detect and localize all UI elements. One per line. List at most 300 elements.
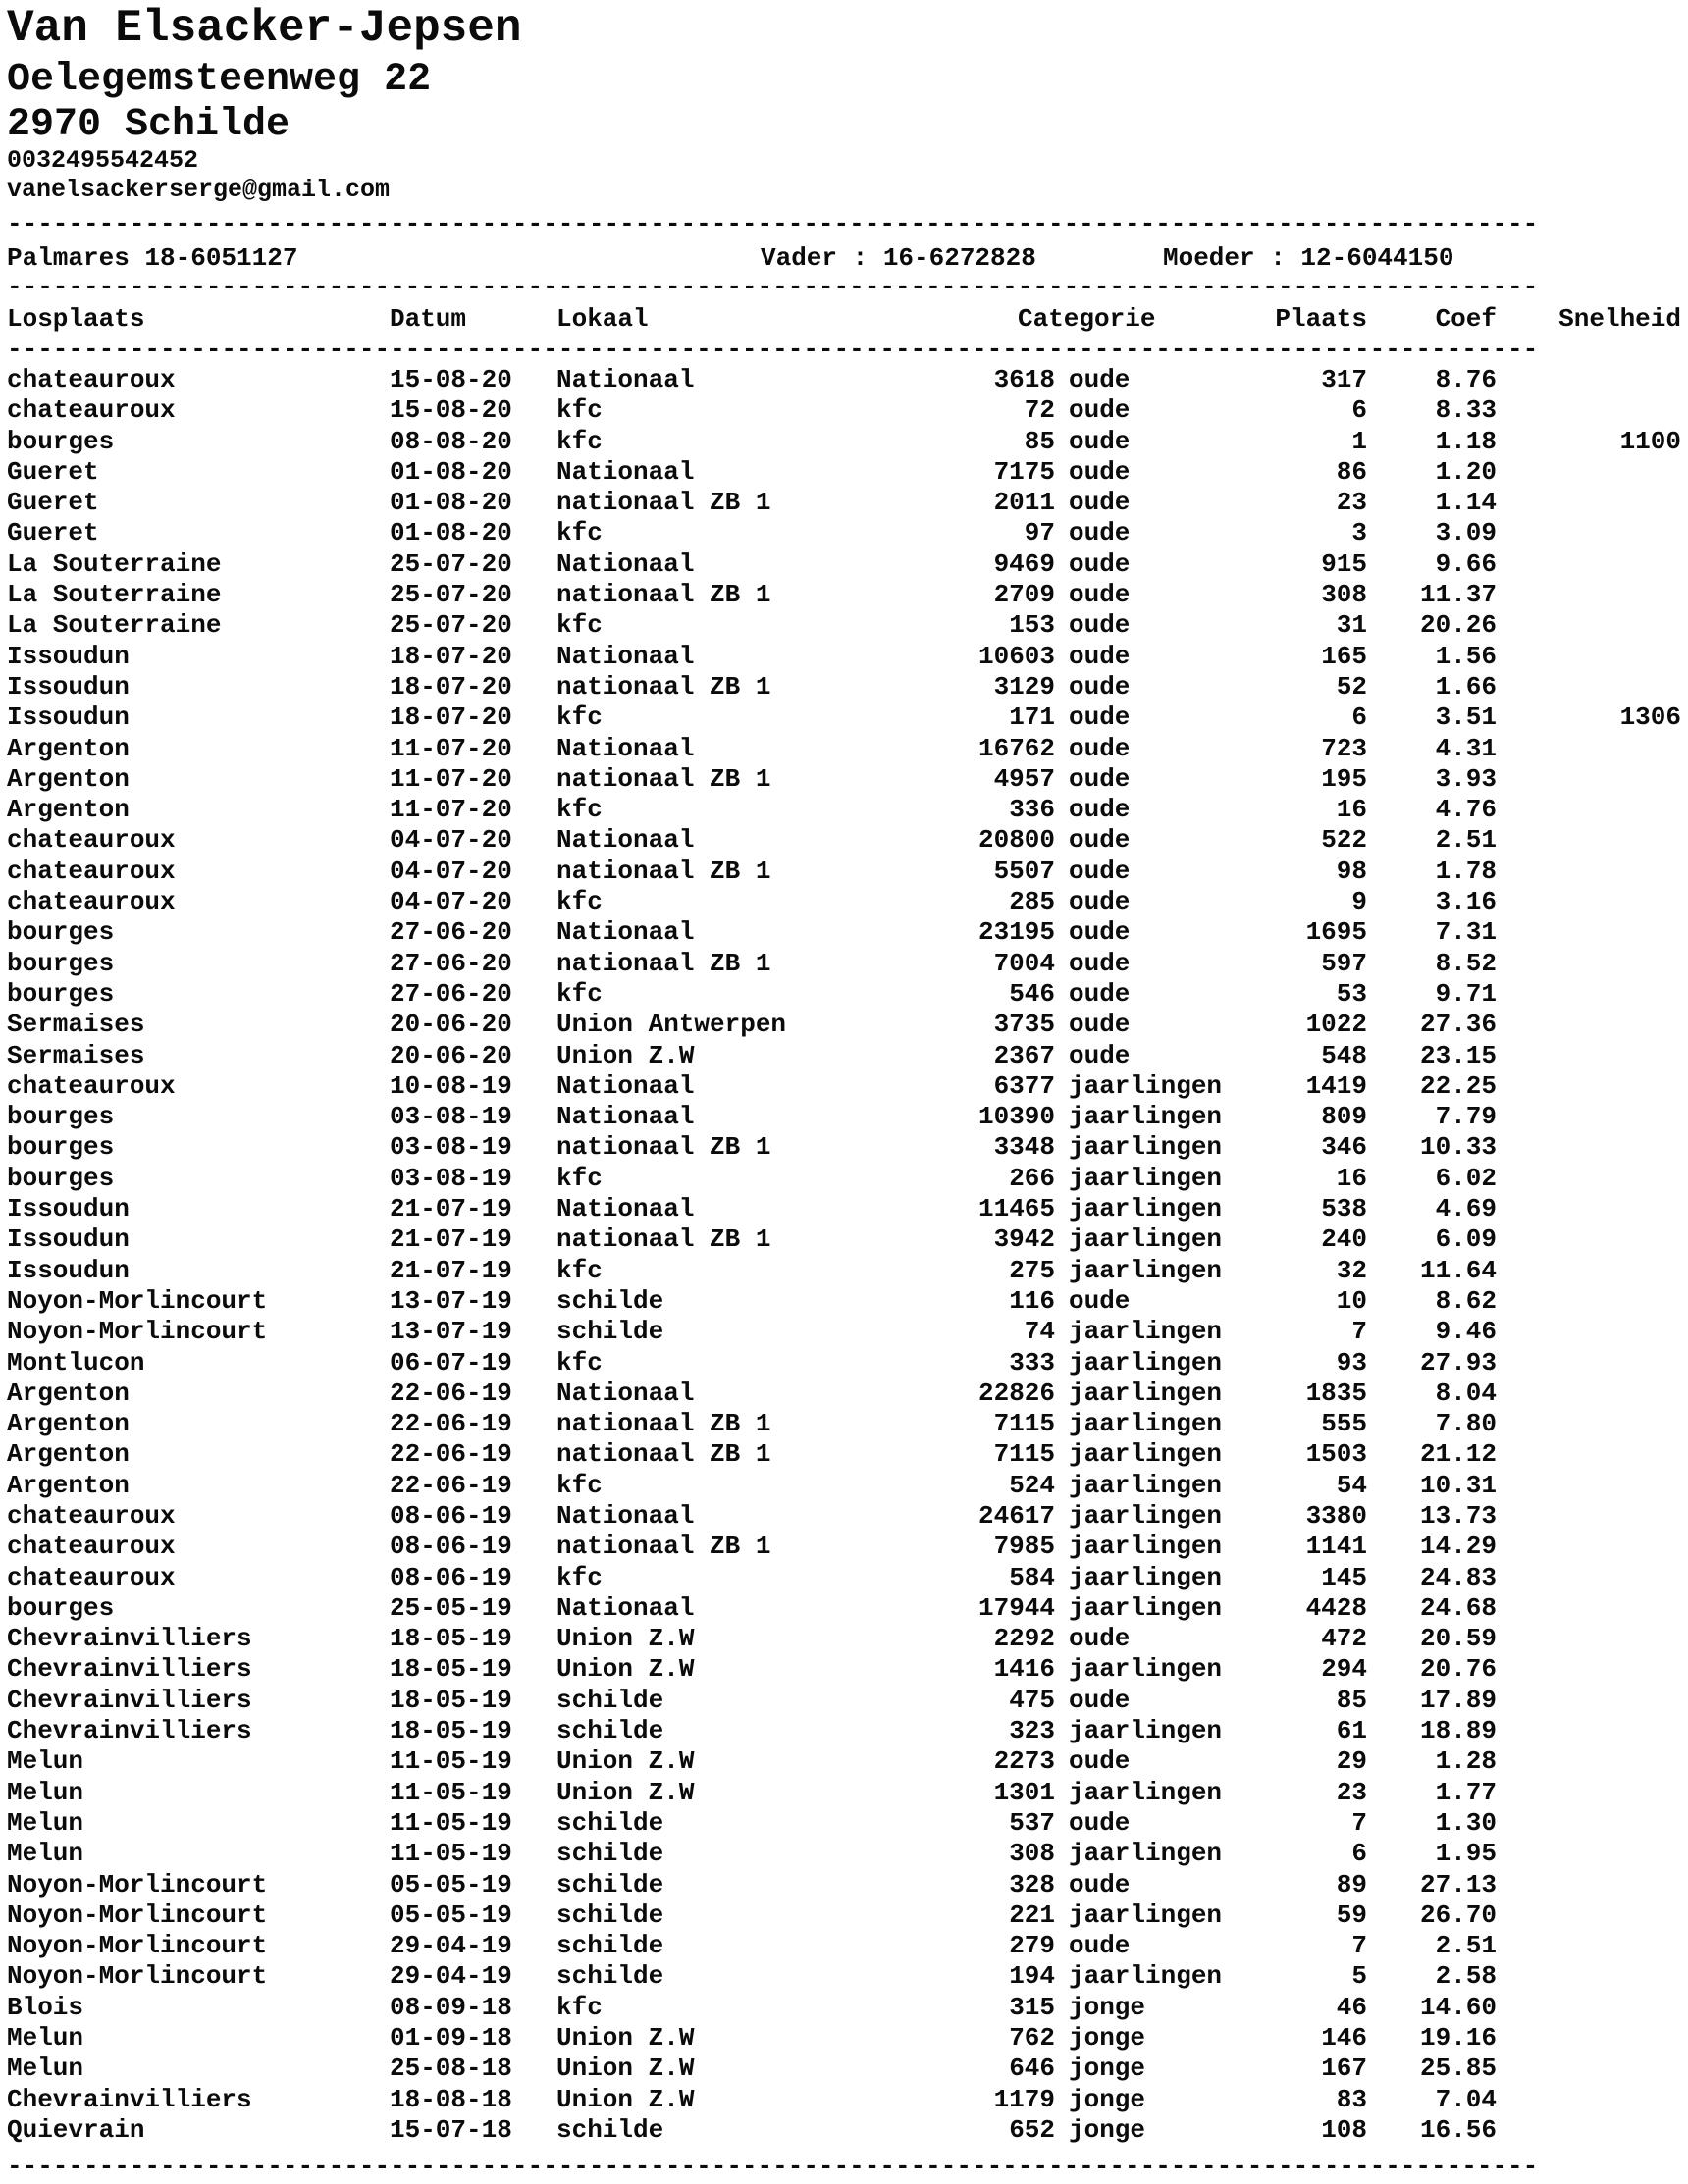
cell-deelnemers: 6377: [993, 1070, 1055, 1101]
cell-deelnemers: 537: [1009, 1807, 1055, 1838]
cell-coef: 16.56: [1419, 2114, 1497, 2145]
cell-plaats: 1503: [1305, 1439, 1367, 1470]
cell-datum: 05-05-19: [390, 1899, 512, 1930]
dashed-divider: ----------------------------------------------------------------------------------------------------: [7, 277, 1539, 296]
cell-plaats: 472: [1321, 1624, 1367, 1654]
table-row: [7, 979, 1681, 1010]
cell-lokaal: kfc: [556, 426, 603, 456]
table-row: [7, 2115, 1681, 2146]
table-row: [7, 1317, 1681, 1347]
cell-plaats: 85: [1336, 1685, 1367, 1715]
cell-datum: 04-07-20: [390, 887, 512, 917]
cell-datum: 22-06-19: [390, 1470, 512, 1500]
cell-deelnemers: 1301: [993, 1777, 1055, 1807]
cell-categorie: oude: [1069, 1285, 1131, 1316]
cell-lokaal: Union Z.W: [556, 1654, 695, 1685]
table-row: [7, 1041, 1681, 1071]
cell-lokaal: nationaal ZB 1: [556, 1409, 771, 1439]
table-row: [7, 1563, 1681, 1593]
cell-coef: 6.02: [1435, 1163, 1497, 1193]
cell-categorie: oude: [1069, 1624, 1131, 1654]
cell-deelnemers: 1179: [993, 2084, 1055, 2114]
table-header: [7, 304, 1681, 335]
cell-datum: 11-05-19: [390, 1839, 512, 1869]
cell-plaats: 31: [1336, 610, 1367, 641]
cell-plaats: 1419: [1305, 1070, 1367, 1101]
cell-plaats: 5: [1351, 1961, 1367, 1992]
cell-plaats: 915: [1321, 548, 1367, 579]
cell-lokaal: kfc: [556, 1347, 603, 1378]
cell-deelnemers: 2709: [993, 580, 1055, 610]
cell-datum: 18-07-20: [390, 702, 512, 733]
cell-lokaal: kfc: [556, 1470, 603, 1500]
cell-deelnemers: 7115: [993, 1409, 1055, 1439]
table-row: [7, 1471, 1681, 1501]
cell-datum: 15-08-20: [390, 365, 512, 394]
cell-losplaats: chateauroux: [7, 395, 176, 426]
cell-datum: 22-06-19: [390, 1439, 512, 1470]
table-row: [7, 365, 1681, 395]
table-row: [7, 1778, 1681, 1808]
cell-lokaal: Nationaal: [556, 825, 695, 856]
cell-coef: 7.31: [1435, 917, 1497, 948]
cell-lokaal: Nationaal: [556, 1500, 695, 1531]
cell-losplaats: Gueret: [7, 488, 99, 518]
cell-categorie: oude: [1069, 488, 1131, 518]
cell-coef: 1.66: [1435, 671, 1497, 702]
cell-plaats: 9: [1351, 887, 1367, 917]
cell-plaats: 317: [1321, 365, 1367, 394]
cell-datum: 11-07-20: [390, 795, 512, 825]
table-row: [7, 1378, 1681, 1409]
table-row: [7, 1624, 1681, 1654]
cell-categorie: oude: [1069, 518, 1131, 548]
table-row: [7, 1900, 1681, 1931]
table-row: [7, 395, 1681, 426]
cell-coef: 8.52: [1435, 948, 1497, 978]
header-coef: Coef: [1435, 304, 1497, 334]
cell-datum: 11-07-20: [390, 763, 512, 794]
table-row: [7, 949, 1681, 979]
table-row: [7, 764, 1681, 795]
cell-categorie: oude: [1069, 917, 1131, 948]
cell-deelnemers: 22826: [977, 1378, 1055, 1408]
table-row: [7, 857, 1681, 887]
cell-lokaal: schilde: [556, 1899, 664, 1930]
cell-categorie: oude: [1069, 1040, 1131, 1070]
cell-lokaal: kfc: [556, 1255, 603, 1285]
cell-deelnemers: 308: [1009, 1839, 1055, 1869]
cell-deelnemers: 7115: [993, 1439, 1055, 1470]
table-row: [7, 1746, 1681, 1777]
cell-snelheid: 1306: [1619, 702, 1681, 733]
cell-coef: 8.04: [1435, 1378, 1497, 1408]
cell-datum: 08-08-20: [390, 426, 512, 456]
cell-datum: 27-06-20: [390, 917, 512, 948]
table-row: [7, 2054, 1681, 2084]
cell-categorie: oude: [1069, 1931, 1131, 1961]
cell-plaats: 723: [1321, 733, 1367, 763]
cell-lokaal: Nationaal: [556, 733, 695, 763]
palmares-ring: Palmares 18-6051127: [7, 243, 298, 273]
table-row: [7, 642, 1681, 672]
cell-lokaal: Nationaal: [556, 1102, 695, 1132]
table-row: [7, 549, 1681, 580]
cell-plaats: 23: [1336, 488, 1367, 518]
cell-plaats: 1022: [1305, 1010, 1367, 1040]
cell-plaats: 6: [1351, 1839, 1367, 1869]
cell-deelnemers: 10390: [977, 1102, 1055, 1132]
cell-datum: 20-06-20: [390, 1010, 512, 1040]
cell-losplaats: Noyon-Morlincourt: [7, 1961, 268, 1992]
owner-email: vanelsackerserge@gmail.com: [7, 176, 391, 204]
table-row: [7, 1716, 1681, 1746]
cell-lokaal: Nationaal: [556, 1378, 695, 1408]
cell-lokaal: kfc: [556, 795, 603, 825]
cell-plaats: 240: [1321, 1224, 1367, 1255]
table-row: [7, 1808, 1681, 1839]
cell-losplaats: Argenton: [7, 763, 130, 794]
table-row: [7, 2085, 1681, 2115]
cell-plaats: 23: [1336, 1777, 1367, 1807]
cell-categorie: jaarlingen: [1069, 1409, 1223, 1439]
cell-deelnemers: 475: [1009, 1685, 1055, 1715]
cell-coef: 17.89: [1419, 1685, 1497, 1715]
cell-coef: 1.28: [1435, 1746, 1497, 1777]
cell-plaats: 308: [1321, 580, 1367, 610]
cell-deelnemers: 5507: [993, 856, 1055, 886]
owner-phone: 0032495542452: [7, 146, 199, 175]
cell-losplaats: Issoudun: [7, 1255, 130, 1285]
cell-lokaal: schilde: [556, 1869, 664, 1899]
cell-plaats: 555: [1321, 1409, 1367, 1439]
cell-deelnemers: 7004: [993, 948, 1055, 978]
cell-categorie: jaarlingen: [1069, 1163, 1223, 1193]
table-row: [7, 1256, 1681, 1286]
cell-lokaal: kfc: [556, 610, 603, 641]
cell-categorie: jaarlingen: [1069, 1317, 1223, 1347]
cell-plaats: 597: [1321, 948, 1367, 978]
cell-datum: 08-06-19: [390, 1500, 512, 1531]
cell-plaats: 29: [1336, 1746, 1367, 1777]
table-row: [7, 427, 1681, 457]
cell-losplaats: Noyon-Morlincourt: [7, 1869, 268, 1899]
cell-deelnemers: 74: [1024, 1317, 1055, 1347]
cell-lokaal: schilde: [556, 2114, 664, 2145]
cell-losplaats: La Souterraine: [7, 548, 222, 579]
cell-plaats: 294: [1321, 1654, 1367, 1685]
cell-deelnemers: 646: [1009, 2054, 1055, 2084]
cell-coef: 21.12: [1419, 1439, 1497, 1470]
cell-plaats: 89: [1336, 1869, 1367, 1899]
cell-deelnemers: 275: [1009, 1255, 1055, 1285]
cell-lokaal: Union Z.W: [556, 2054, 695, 2084]
cell-deelnemers: 24617: [977, 1500, 1055, 1531]
cell-deelnemers: 153: [1009, 610, 1055, 641]
cell-losplaats: Issoudun: [7, 641, 130, 671]
cell-deelnemers: 546: [1009, 978, 1055, 1009]
header-lokaal: Lokaal: [556, 304, 649, 334]
table-row: [7, 1132, 1681, 1163]
table-row: [7, 1501, 1681, 1532]
table-row: [7, 887, 1681, 917]
cell-losplaats: Blois: [7, 1992, 84, 2022]
cell-categorie: jaarlingen: [1069, 1961, 1223, 1992]
cell-lokaal: schilde: [556, 1839, 664, 1869]
cell-datum: 11-05-19: [390, 1807, 512, 1838]
cell-losplaats: Chevrainvilliers: [7, 1685, 252, 1715]
cell-coef: 1.78: [1435, 856, 1497, 886]
cell-coef: 1.30: [1435, 1807, 1497, 1838]
cell-lokaal: kfc: [556, 518, 603, 548]
cell-categorie: oude: [1069, 395, 1131, 426]
cell-plaats: 1695: [1305, 917, 1367, 948]
cell-lokaal: kfc: [556, 887, 603, 917]
cell-categorie: oude: [1069, 1746, 1131, 1777]
cell-losplaats: Chevrainvilliers: [7, 1654, 252, 1685]
cell-plaats: 195: [1321, 763, 1367, 794]
cell-lokaal: kfc: [556, 1562, 603, 1592]
cell-datum: 18-07-20: [390, 671, 512, 702]
table-row: [7, 1532, 1681, 1562]
cell-categorie: jonge: [1069, 2054, 1146, 2084]
cell-plaats: 98: [1336, 856, 1367, 886]
table-row: [7, 1839, 1681, 1869]
cell-losplaats: Sermaises: [7, 1010, 145, 1040]
cell-datum: 11-05-19: [390, 1746, 512, 1777]
cell-coef: 1.95: [1435, 1839, 1497, 1869]
cell-datum: 08-09-18: [390, 1992, 512, 2022]
cell-datum: 25-07-20: [390, 548, 512, 579]
cell-datum: 18-05-19: [390, 1685, 512, 1715]
cell-lokaal: Union Z.W: [556, 1746, 695, 1777]
cell-deelnemers: 171: [1009, 702, 1055, 733]
cell-deelnemers: 23195: [977, 917, 1055, 948]
cell-coef: 2.51: [1435, 1931, 1497, 1961]
cell-lokaal: schilde: [556, 1317, 664, 1347]
cell-deelnemers: 116: [1009, 1285, 1055, 1316]
cell-datum: 18-07-20: [390, 641, 512, 671]
cell-plaats: 59: [1336, 1899, 1367, 1930]
table-row: [7, 672, 1681, 702]
table-row: [7, 795, 1681, 825]
cell-losplaats: Issoudun: [7, 1194, 130, 1224]
table-row: [7, 1010, 1681, 1040]
table-row: [7, 1224, 1681, 1255]
cell-losplaats: bourges: [7, 948, 115, 978]
cell-plaats: 7: [1351, 1807, 1367, 1838]
cell-datum: 08-06-19: [390, 1532, 512, 1562]
cell-losplaats: Chevrainvilliers: [7, 1716, 252, 1746]
cell-categorie: jonge: [1069, 2114, 1146, 2145]
cell-datum: 18-05-19: [390, 1654, 512, 1685]
cell-categorie: oude: [1069, 610, 1131, 641]
table-row: [7, 1993, 1681, 2023]
cell-deelnemers: 2273: [993, 1746, 1055, 1777]
cell-categorie: oude: [1069, 856, 1131, 886]
cell-lokaal: nationaal ZB 1: [556, 1439, 771, 1470]
pedigree-info: [7, 243, 1681, 274]
cell-datum: 06-07-19: [390, 1347, 512, 1378]
cell-coef: 1.20: [1435, 456, 1497, 487]
cell-lokaal: Nationaal: [556, 1070, 695, 1101]
cell-datum: 21-07-19: [390, 1255, 512, 1285]
cell-deelnemers: 17944: [977, 1592, 1055, 1623]
cell-coef: 14.29: [1419, 1532, 1497, 1562]
table-row: [7, 457, 1681, 488]
cell-coef: 25.85: [1419, 2054, 1497, 2084]
cell-lokaal: kfc: [556, 395, 603, 426]
cell-coef: 7.80: [1435, 1409, 1497, 1439]
cell-coef: 4.31: [1435, 733, 1497, 763]
table-row: [7, 1931, 1681, 1961]
table-row: [7, 734, 1681, 764]
cell-deelnemers: 7175: [993, 456, 1055, 487]
cell-coef: 11.37: [1419, 580, 1497, 610]
cell-deelnemers: 524: [1009, 1470, 1055, 1500]
cell-lokaal: kfc: [556, 1163, 603, 1193]
cell-lokaal: Nationaal: [556, 456, 695, 487]
cell-plaats: 167: [1321, 2054, 1367, 2084]
cell-deelnemers: 4957: [993, 763, 1055, 794]
cell-datum: 13-07-19: [390, 1317, 512, 1347]
cell-datum: 03-08-19: [390, 1163, 512, 1193]
cell-categorie: oude: [1069, 1685, 1131, 1715]
owner-city: 2970 Schilde: [7, 103, 290, 147]
table-row: [7, 1164, 1681, 1194]
cell-coef: 26.70: [1419, 1899, 1497, 1930]
cell-deelnemers: 3618: [993, 365, 1055, 394]
cell-plaats: 108: [1321, 2114, 1367, 2145]
cell-coef: 3.16: [1435, 887, 1497, 917]
cell-lokaal: Union Z.W: [556, 1777, 695, 1807]
cell-coef: 4.76: [1435, 795, 1497, 825]
cell-datum: 22-06-19: [390, 1409, 512, 1439]
cell-lokaal: Nationaal: [556, 548, 695, 579]
cell-coef: 27.13: [1419, 1869, 1497, 1899]
cell-losplaats: Gueret: [7, 456, 99, 487]
cell-datum: 25-07-20: [390, 610, 512, 641]
cell-lokaal: schilde: [556, 1931, 664, 1961]
cell-plaats: 93: [1336, 1347, 1367, 1378]
cell-datum: 25-08-18: [390, 2054, 512, 2084]
cell-categorie: jaarlingen: [1069, 1102, 1223, 1132]
cell-categorie: oude: [1069, 1869, 1131, 1899]
cell-deelnemers: 584: [1009, 1562, 1055, 1592]
cell-datum: 01-08-20: [390, 518, 512, 548]
table-row: [7, 1593, 1681, 1624]
cell-datum: 08-06-19: [390, 1562, 512, 1592]
cell-coef: 7.04: [1435, 2084, 1497, 2114]
cell-lokaal: nationaal ZB 1: [556, 856, 771, 886]
cell-deelnemers: 1416: [993, 1654, 1055, 1685]
cell-categorie: jaarlingen: [1069, 1439, 1223, 1470]
cell-lokaal: nationaal ZB 1: [556, 1532, 771, 1562]
cell-plaats: 7: [1351, 1931, 1367, 1961]
cell-plaats: 538: [1321, 1194, 1367, 1224]
cell-categorie: jonge: [1069, 2023, 1146, 2054]
cell-coef: 27.36: [1419, 1010, 1497, 1040]
table-row: [7, 917, 1681, 948]
cell-losplaats: La Souterraine: [7, 580, 222, 610]
cell-losplaats: Noyon-Morlincourt: [7, 1899, 268, 1930]
cell-categorie: oude: [1069, 641, 1131, 671]
cell-datum: 10-08-19: [390, 1070, 512, 1101]
cell-datum: 27-06-20: [390, 948, 512, 978]
cell-losplaats: Issoudun: [7, 1224, 130, 1255]
cell-losplaats: Melun: [7, 1746, 84, 1777]
cell-deelnemers: 2011: [993, 488, 1055, 518]
cell-losplaats: Argenton: [7, 733, 130, 763]
cell-plaats: 10: [1336, 1285, 1367, 1316]
cell-datum: 01-08-20: [390, 488, 512, 518]
cell-losplaats: bourges: [7, 1102, 115, 1132]
cell-datum: 01-09-18: [390, 2023, 512, 2054]
cell-plaats: 346: [1321, 1132, 1367, 1163]
cell-losplaats: Chevrainvilliers: [7, 1624, 252, 1654]
cell-coef: 4.69: [1435, 1194, 1497, 1224]
cell-lokaal: nationaal ZB 1: [556, 671, 771, 702]
header-losplaats: Losplaats: [7, 304, 145, 334]
cell-lokaal: Union Antwerpen: [556, 1010, 787, 1040]
cell-datum: 11-07-20: [390, 733, 512, 763]
cell-coef: 27.93: [1419, 1347, 1497, 1378]
cell-lokaal: schilde: [556, 1961, 664, 1992]
cell-losplaats: Argenton: [7, 1378, 130, 1408]
cell-categorie: jaarlingen: [1069, 1532, 1223, 1562]
cell-categorie: jaarlingen: [1069, 1255, 1223, 1285]
cell-coef: 9.46: [1435, 1317, 1497, 1347]
results-table: [7, 365, 1681, 2146]
cell-coef: 1.14: [1435, 488, 1497, 518]
cell-lokaal: Nationaal: [556, 365, 695, 394]
cell-categorie: jaarlingen: [1069, 1378, 1223, 1408]
cell-datum: 18-08-18: [390, 2084, 512, 2114]
cell-categorie: jaarlingen: [1069, 1777, 1223, 1807]
cell-coef: 3.09: [1435, 518, 1497, 548]
father-ring: Vader : 16-6272828: [761, 243, 1036, 273]
cell-losplaats: Sermaises: [7, 1040, 145, 1070]
cell-datum: 13-07-19: [390, 1285, 512, 1316]
cell-datum: 01-08-20: [390, 456, 512, 487]
cell-categorie: oude: [1069, 795, 1131, 825]
cell-coef: 20.26: [1419, 610, 1497, 641]
cell-losplaats: chateauroux: [7, 1500, 176, 1531]
cell-losplaats: Chevrainvilliers: [7, 2084, 252, 2114]
cell-coef: 9.71: [1435, 978, 1497, 1009]
cell-coef: 19.16: [1419, 2023, 1497, 2054]
cell-plaats: 1: [1351, 426, 1367, 456]
cell-lokaal: nationaal ZB 1: [556, 488, 771, 518]
cell-losplaats: chateauroux: [7, 825, 176, 856]
cell-deelnemers: 2367: [993, 1040, 1055, 1070]
cell-deelnemers: 10603: [977, 641, 1055, 671]
cell-lokaal: schilde: [556, 1807, 664, 1838]
cell-plaats: 32: [1336, 1255, 1367, 1285]
cell-losplaats: Noyon-Morlincourt: [7, 1285, 268, 1316]
cell-lokaal: kfc: [556, 978, 603, 1009]
cell-losplaats: bourges: [7, 1132, 115, 1163]
cell-datum: 18-05-19: [390, 1624, 512, 1654]
owner-street: Oelegemsteenweg 22: [7, 58, 432, 102]
cell-categorie: oude: [1069, 978, 1131, 1009]
cell-datum: 11-05-19: [390, 1777, 512, 1807]
cell-plaats: 4428: [1305, 1592, 1367, 1623]
cell-coef: 1.77: [1435, 1777, 1497, 1807]
cell-lokaal: kfc: [556, 1992, 603, 2022]
cell-plaats: 146: [1321, 2023, 1367, 2054]
cell-lokaal: Nationaal: [556, 641, 695, 671]
